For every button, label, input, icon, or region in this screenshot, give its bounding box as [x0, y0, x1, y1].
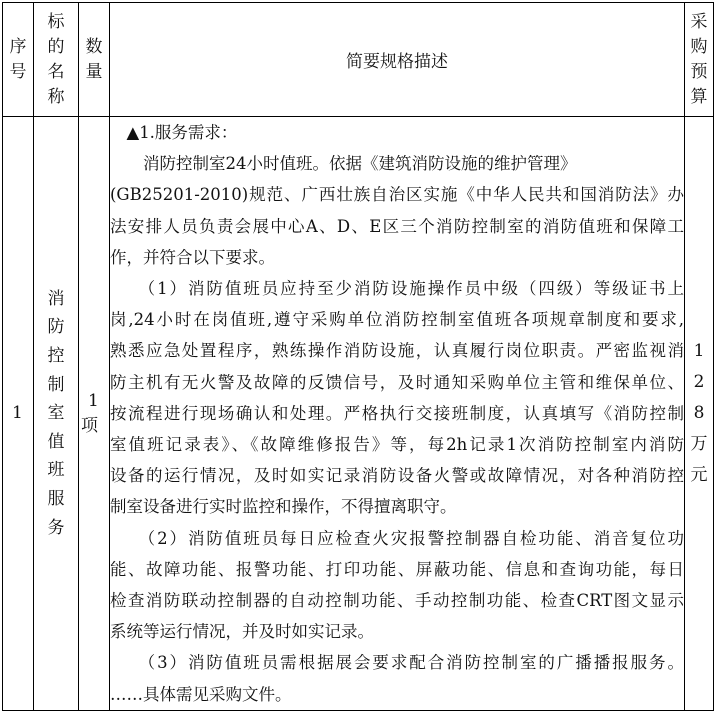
header-name-char: 称 [47, 86, 65, 107]
header-seq [3, 3, 34, 117]
row-budget-char: 万 [690, 433, 708, 454]
desc-line: 制室设备进行实时监控和操作，不得擅离职守。 [110, 497, 457, 517]
header-qty-char: 量 [85, 61, 103, 82]
row-budget [685, 117, 714, 711]
header-qty [79, 3, 110, 117]
header-name-char: 的 [47, 36, 65, 57]
header-name-char: 标 [47, 11, 65, 32]
desc-line: 作，并符合以下要求。 [110, 247, 275, 267]
row-name-char: 务 [47, 517, 65, 538]
desc-line: 设备的运行情况，及时如实记录消防设备火警或故障情况，对各种消防控 [110, 466, 684, 486]
row-name-char: 消 [47, 288, 65, 309]
desc-line: 室值班记录表》、《故障维修报告》等，每2h记录1次消防控制室内消防 [110, 435, 684, 455]
desc-line: 熟悉应急处置程序，熟练操作消防设施，认真履行岗位职责。严密监视消 [110, 341, 684, 361]
header-budget-char: 购 [690, 36, 708, 57]
desc-line: (GB25201-2010)规范、广西壮族自治区实施《中华人民共和国消防法》办 [110, 185, 684, 205]
table-row [3, 117, 714, 711]
header-budget-char: 算 [690, 86, 708, 107]
row-budget-char: 8 [693, 402, 705, 423]
header-name-char: 名 [47, 61, 65, 82]
row-name-char: 值 [47, 431, 65, 452]
row-desc [110, 117, 685, 711]
row-budget-char: 1 [693, 340, 705, 361]
desc-line: 系统等运行情况，并及时如实记录。 [110, 622, 374, 642]
header-desc: 简要规格描述 [110, 3, 685, 117]
desc-line: 消防控制室24小时值班。依据《建筑消防设施的维护管理》 [110, 154, 577, 174]
row-name-char: 防 [47, 317, 65, 338]
header-name [34, 3, 79, 117]
procurement-table [2, 2, 714, 711]
row-budget-char: 2 [693, 371, 705, 392]
header-budget [685, 3, 714, 117]
desc-line: ……具体需见采购文件。 [110, 684, 292, 704]
desc-line: （2）消防值班员每日应检查火灾报警控制器自检功能、消音复位功 [110, 528, 684, 548]
row-name-char: 班 [47, 460, 65, 481]
desc-line: 岗,24小时在岗值班,遵守采购单位消防控制室值班各项规章制度和要求, [110, 310, 684, 330]
header-budget-char: 预 [690, 61, 708, 82]
desc-line: ▲1.服务需求： [110, 123, 238, 142]
desc-line: （3）消防值班员需根据展会要求配合消防控制室的广播播报服务。 [110, 653, 684, 673]
row-name-char: 服 [47, 488, 65, 509]
desc-line: 按流程进行现场确认和处理。严格执行交接班制度，认真填写《消防控制 [110, 403, 684, 423]
row-name-char: 控 [47, 345, 65, 366]
desc-line: 法安排人员负责会展中心A、D、E区三个消防控制室的消防值班和保障工 [110, 216, 684, 236]
header-row [3, 3, 714, 117]
row-budget-char: 元 [690, 464, 708, 485]
header-budget-char: 采 [690, 11, 708, 32]
header-seq-char: 序 [9, 36, 27, 57]
row-name [34, 117, 79, 711]
row-qty [79, 117, 110, 711]
desc-line: （1）消防值班员应持至少消防设施操作员中级（四级）等级证书上 [110, 279, 684, 299]
row-qty-number: 1 [88, 390, 99, 411]
desc-line: 检查消防联动控制器的自动控制功能、手动控制功能、检查CRT图文显示 [110, 591, 684, 611]
row-qty-unit: 项 [81, 415, 98, 436]
row-name-char: 制 [47, 374, 65, 395]
desc-line: 能、故障功能、报警功能、打印功能、屏蔽功能、信息和查询功能，每日 [110, 559, 684, 579]
row-name-char: 室 [47, 403, 65, 424]
desc-line: 防主机有无火警及故障的反馈信号，及时通知采购单位主管和维保单位、 [110, 372, 684, 392]
header-seq-char: 号 [9, 61, 27, 82]
header-qty-char: 数 [85, 36, 103, 57]
row-seq: 1 [3, 117, 34, 711]
